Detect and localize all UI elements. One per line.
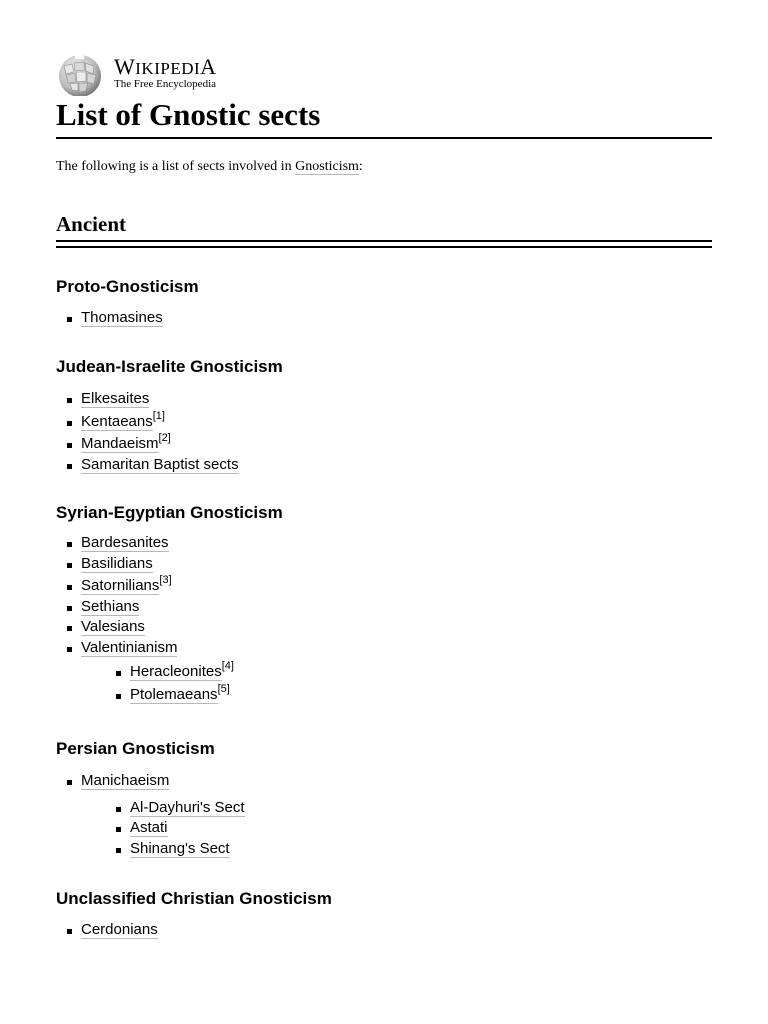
heading-proto-gnosticism: Proto-Gnosticism — [56, 277, 199, 296]
title-divider — [56, 137, 712, 139]
list-item — [105, 798, 245, 819]
ref-1-link[interactable]: [1] — [152, 409, 165, 422]
link-valesians[interactable]: Valesians — [81, 618, 145, 635]
tagline: The Free Encyclopedia — [114, 78, 217, 90]
list-item — [56, 576, 234, 597]
link-al-dayhuris-sect[interactable]: Al-Dayhuri's Sect — [130, 798, 245, 816]
ref-3-link[interactable]: [3] — [159, 574, 172, 586]
ref-4-link[interactable]: [4] — [221, 660, 234, 672]
list-syrian-egyptian — [56, 533, 234, 705]
list-item — [56, 617, 234, 638]
list-item — [56, 389, 239, 410]
list-judean-israelite — [56, 389, 239, 475]
link-satornilians[interactable]: Satornilians — [81, 577, 160, 594]
list-item — [105, 662, 234, 683]
link-manichaeism[interactable]: Manichaeism — [81, 772, 170, 789]
ref-2-link[interactable]: [2] — [158, 432, 171, 444]
link-ptolemaeans[interactable]: Ptolemaeans — [130, 685, 218, 703]
link-shinangs-sect[interactable]: Shinang's Sect — [130, 839, 230, 857]
list-item — [56, 455, 239, 476]
section-divider — [56, 240, 712, 248]
section-heading-ancient: Ancient — [56, 212, 126, 236]
list-item — [56, 597, 234, 618]
list-item — [56, 771, 245, 859]
link-astati[interactable]: Astati — [130, 819, 168, 836]
list-item — [56, 409, 239, 433]
list-unclassified — [56, 920, 158, 941]
link-samaritan-baptist-sects[interactable]: Samaritan Baptist sects — [81, 455, 239, 473]
list-persian — [56, 771, 245, 859]
link-mandaeism[interactable]: Mandaeism — [81, 435, 159, 452]
intro-punct: : — [358, 159, 363, 174]
page-title: List of Gnostic sects — [56, 97, 321, 132]
link-heracleonites[interactable]: Heracleonites — [130, 663, 222, 680]
sublist-manichaeism — [81, 798, 245, 860]
list-proto-gnosticism — [56, 308, 163, 329]
link-valentinianism[interactable]: Valentinianism — [81, 638, 178, 656]
link-bardesanites[interactable]: Bardesanites — [81, 534, 169, 551]
heading-persian-gnosticism: Persian Gnosticism — [56, 739, 215, 758]
list-item — [56, 638, 234, 706]
intro-paragraph — [56, 157, 363, 177]
intro-text: The following is a list of sects involved in — [56, 159, 296, 174]
list-item — [56, 308, 163, 329]
heading-syrian-egyptian-gnosticism: Syrian-Egyptian Gnosticism — [56, 503, 283, 522]
sublist-valentinianism — [81, 662, 234, 705]
link-sethians[interactable]: Sethians — [81, 597, 140, 615]
list-item — [56, 920, 158, 941]
list-item — [56, 533, 234, 554]
wikipedia-logo[interactable] — [56, 54, 356, 98]
link-elkesaites[interactable]: Elkesaites — [81, 390, 150, 407]
link-cerdonians[interactable]: Cerdonians — [81, 921, 158, 938]
list-item — [56, 554, 234, 575]
list-item — [105, 818, 245, 839]
wikipedia-globe-icon — [56, 54, 104, 96]
ref-5-link[interactable]: [5] — [217, 682, 230, 695]
list-item — [105, 682, 234, 706]
heading-unclassified-christian-gnosticism: Unclassified Christian Gnosticism — [56, 889, 332, 908]
heading-judean-israelite-gnosticism: Judean-Israelite Gnosticism — [56, 357, 283, 376]
link-kentaeans[interactable]: Kentaeans — [81, 412, 153, 430]
list-item — [56, 434, 239, 455]
gnosticism-link[interactable]: Gnosticism — [295, 159, 359, 174]
list-item — [105, 839, 245, 860]
wordmark: WIKIPEDIA — [114, 54, 217, 79]
link-basilidians[interactable]: Basilidians — [81, 554, 153, 572]
link-thomasines[interactable]: Thomasines — [81, 309, 163, 326]
